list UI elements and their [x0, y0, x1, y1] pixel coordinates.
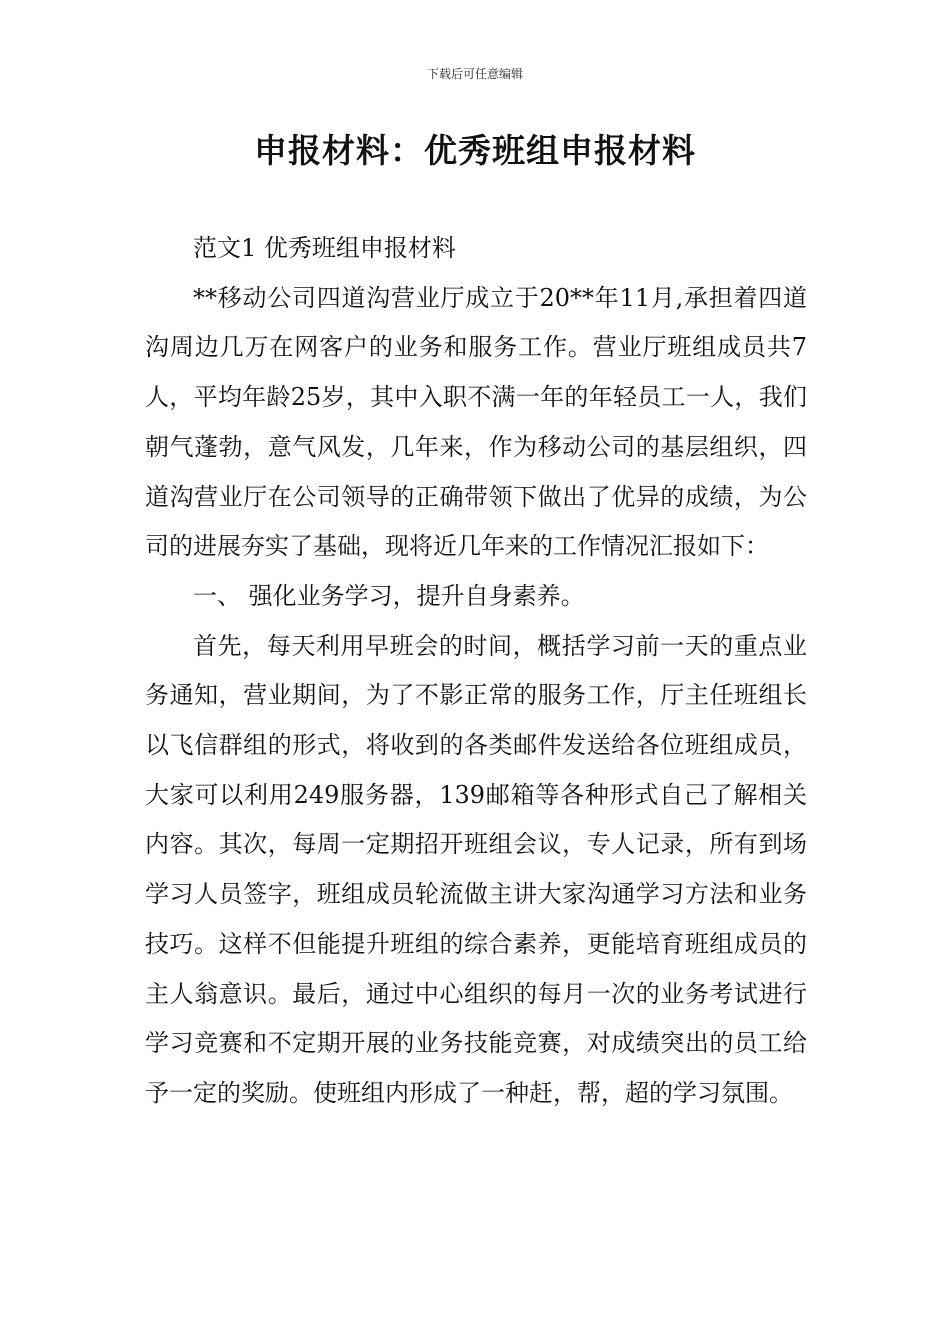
header-note: 下载后可任意编辑	[426, 67, 523, 81]
document-title: 申报材料：优秀班组申报材料	[254, 131, 696, 170]
sample-heading: 范文1 优秀班组申报材料	[193, 234, 456, 262]
section-1-paragraph: 首先，每天利用早班会的时间，概括学习前一天的重点业务通知，营业期间，为了不影正常的服务工作，厅主任班组长以飞信群组的形式，将收到的各类邮件发送给各位班组成员，大家可以利用249服务器，139邮箱等各种形式自己了解相关内容。其次，每周一定期招开班组会议，专人记录，所有到场学习人员签字，班组成员轮流做主讲大家沟通学习方法和业务技巧。这样不但能提升班组的综合素养，更能培育班组成员的主人翁意识。最后，通过中心组织的每月一次的业务考试进行学习竞赛和不定期开展的业务技能竞赛，对成绩突出的员工给予一定的奖励。使班组内形成了一种赶，帮，超的学习氛围。	[145, 631, 807, 1107]
section-heading-1: 一、 强化业务学习，提升自身素养。	[193, 581, 585, 610]
document-body	[145, 224, 807, 1119]
intro-paragraph: **移动公司四道沟营业厅成立于20**年11月,承担着四道沟周边几万在网客户的业务和服务工作。营业厅班组成员共7人，平均年龄25岁，其中入职不满一年的年轻员工一人，我们朝气蓬勃，意气风发，几年来，作为移动公司的基层组织，四道沟营业厅在公司领导的正确带领下做出了优异的成绩，为公司的进展夯实了基础，现将近几年来的工作情况汇报如下：	[145, 283, 807, 561]
